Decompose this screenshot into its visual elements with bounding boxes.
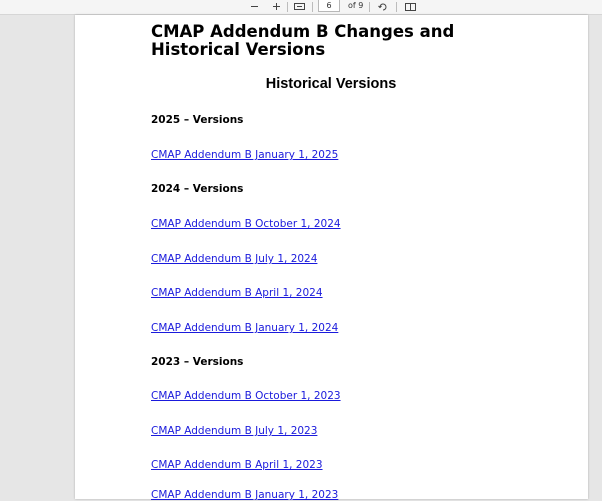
zoom-in-button[interactable] [270,0,282,13]
toolbar-divider [369,2,370,12]
page-view-icon [405,2,416,12]
version-link[interactable]: CMAP Addendum B October 1, 2024 [151,218,341,230]
rotate-icon [378,2,388,12]
fit-width-icon [294,2,305,11]
plus-icon [272,2,281,11]
version-link[interactable]: CMAP Addendum B January 1, 2024 [151,322,339,334]
version-link[interactable]: CMAP Addendum B April 1, 2023 [151,459,323,471]
historical-versions-heading: Historical Versions [265,76,397,92]
year-heading-2023: 2023 – Versions [151,356,244,368]
document-title: CMAP Addendum B Changes and Historical Versions [151,22,455,59]
toolbar-divider [312,2,313,12]
page-count-label: of 9 [348,1,364,10]
minus-icon [250,2,259,11]
toolbar-divider [287,2,288,12]
version-link[interactable]: CMAP Addendum B July 1, 2023 [151,425,318,437]
year-heading-2024: 2024 – Versions [151,183,244,195]
version-link[interactable]: CMAP Addendum B July 1, 2024 [151,253,318,265]
version-link[interactable]: CMAP Addendum B April 1, 2024 [151,287,323,299]
version-link[interactable]: CMAP Addendum B January 1, 2023 [151,489,339,501]
pdf-toolbar [0,0,602,15]
toolbar-divider [396,2,397,12]
rotate-button[interactable] [376,0,389,13]
fit-to-width-button[interactable] [292,0,306,13]
page-number-input[interactable] [318,0,340,12]
version-link[interactable]: CMAP Addendum B October 1, 2023 [151,390,341,402]
version-link[interactable]: CMAP Addendum B January 1, 2025 [151,149,339,161]
page-view-button[interactable] [403,0,417,13]
year-heading-2025: 2025 – Versions [151,114,244,126]
zoom-out-button[interactable] [248,0,260,13]
